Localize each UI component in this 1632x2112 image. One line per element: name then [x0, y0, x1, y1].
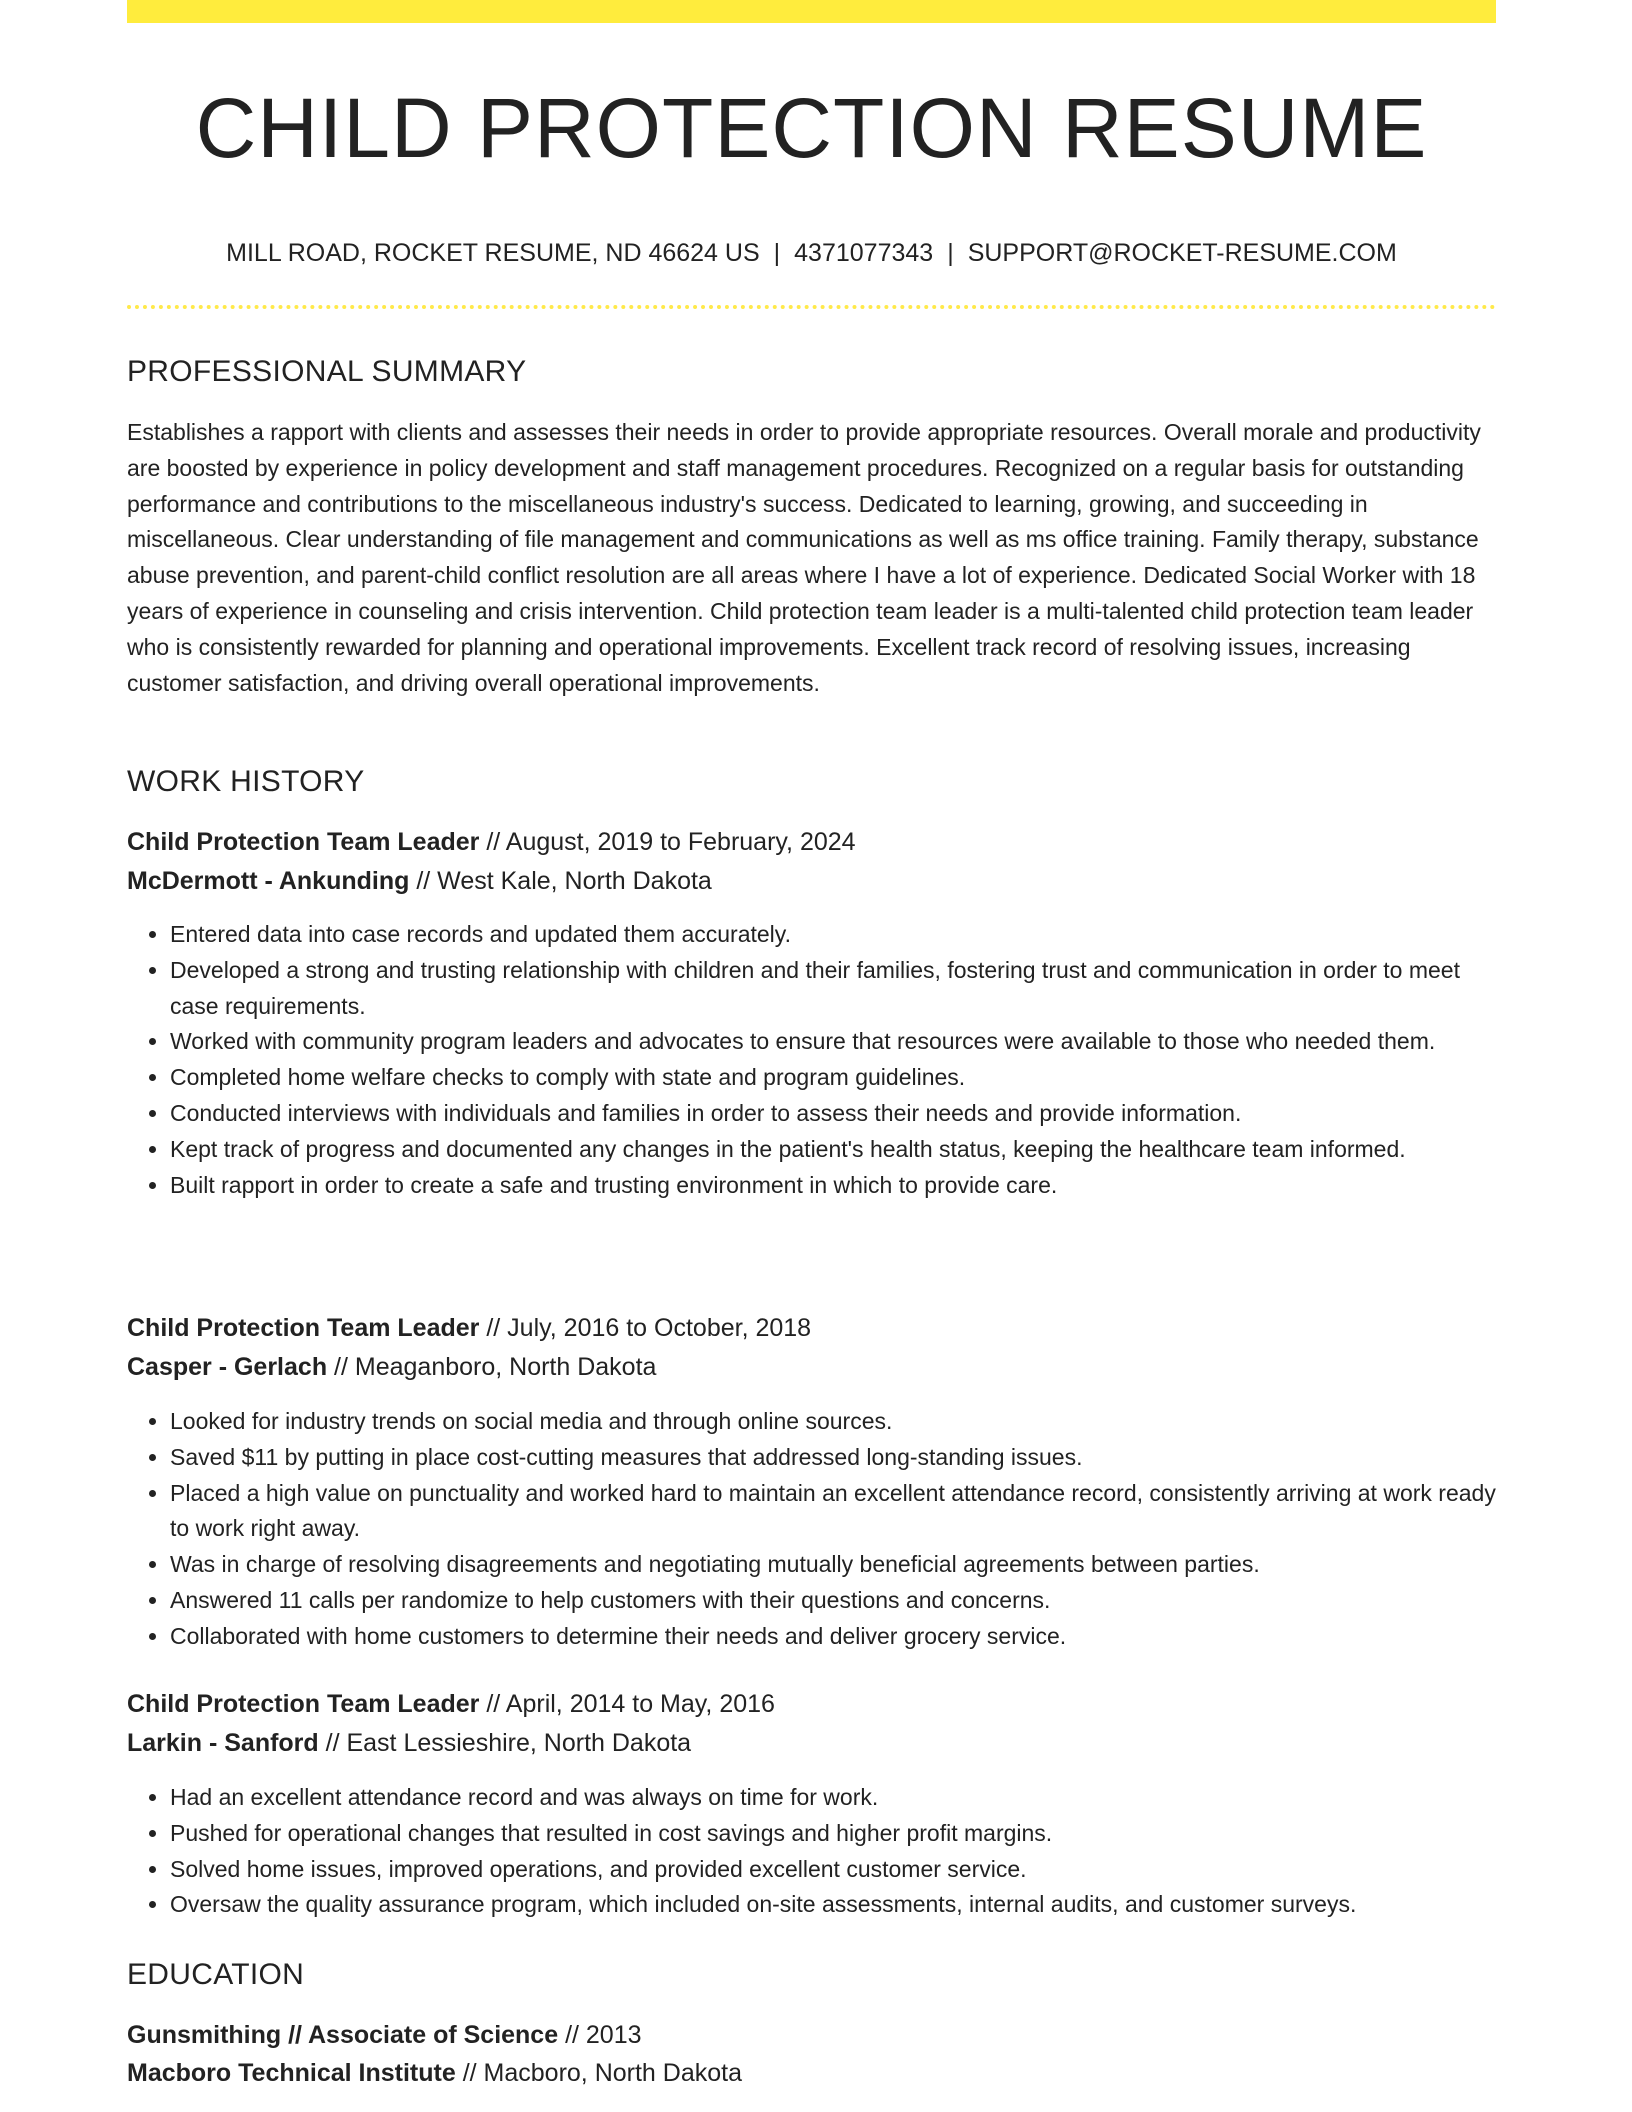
job-company: Larkin - Sanford	[127, 1729, 319, 1757]
job-bullet: • Pushed for operational changes that resulted in cost savings and higher profit margins.	[170, 1816, 1496, 1852]
job-company: Casper - Gerlach	[127, 1353, 328, 1381]
job-company: McDermott - Ankunding	[127, 867, 410, 895]
job-bullet: • Answered 11 calls per randomize to help customers with their questions and concerns.	[170, 1583, 1496, 1619]
job-bullet: • Was in charge of resolving disagreements and negotiating mutually beneficial agreements between parties.	[170, 1547, 1496, 1583]
job-location: // Meaganboro, North Dakota	[327, 1353, 657, 1381]
accent-bar	[127, 0, 1496, 23]
contact-address: MILL ROAD, ROCKET RESUME, ND 46624 US	[226, 239, 760, 267]
header-divider	[127, 305, 1496, 309]
job-bullet: • Had an excellent attendance record and was always on time for work.	[170, 1780, 1496, 1816]
job-bullet: • Built rapport in order to create a safe and trusting environment in which to provide care.	[170, 1168, 1496, 1204]
summary-text: Establishes a rapport with clients and assesses their needs in order to provide appropriate resources. Overall morale and productivity are boosted by experience in policy development and staff management procedures. Recognized on a regular basis for outstanding performance and contributions to the miscellaneous industry's success. Dedicated to learning, growing, and succeeding in miscellaneous. Clear understanding of file management and communications as well as ms office training. Family therapy, substance abuse prevention, and parent-child conflict resolution are all areas where I have a lot of experience. Dedicated Social Worker with 18 years of experience in counseling and crisis intervention. Child protection team leader is a multi-talented child protection team leader who is consistently rewarded for planning and operational improvements. Excellent track record of resolving issues, increasing customer satisfaction, and driving overall operational improvements.	[127, 419, 1481, 696]
contact-separator: |	[947, 239, 954, 267]
job-bullet: • Collaborated with home customers to determine their needs and deliver grocery service.	[170, 1619, 1496, 1655]
education-degree: Gunsmithing // Associate of Science	[127, 2021, 559, 2049]
contact-line	[127, 236, 1496, 270]
job-title-line	[127, 824, 856, 860]
job-title-line	[127, 1686, 775, 1722]
job-location: // West Kale, North Dakota	[409, 867, 712, 895]
job-bullet: • Completed home welfare checks to comply with state and program guidelines.	[170, 1060, 1496, 1096]
resume-name: CHILD PROTECTION RESUME	[195, 81, 1428, 175]
education-school: Macboro Technical Institute	[127, 2059, 456, 2087]
job-dates: // July, 2016 to October, 2018	[479, 1314, 812, 1342]
job-bullet: • Conducted interviews with individuals and families in order to assess their needs and provide information.	[170, 1096, 1496, 1132]
job-dates: // April, 2014 to May, 2016	[479, 1690, 775, 1718]
job-bullet: • Looked for industry trends on social media and through online sources.	[170, 1404, 1496, 1440]
work-history-heading: WORK HISTORY	[127, 765, 365, 798]
job-bullets	[127, 917, 1496, 1203]
job-bullet: • Saved $11 by putting in place cost-cutting measures that addressed long-standing issues.	[170, 1440, 1496, 1476]
contact-email: SUPPORT@ROCKET-RESUME.COM	[967, 239, 1397, 267]
job-location: // East Lessieshire, North Dakota	[318, 1729, 692, 1757]
education-heading: EDUCATION	[127, 1958, 305, 1991]
job-dates: // August, 2019 to February, 2024	[479, 828, 856, 856]
job-company-line	[127, 1725, 691, 1761]
job-bullet: • Oversaw the quality assurance program, which included on-site assessments, internal audits, and customer surveys.	[170, 1887, 1496, 1923]
education-school-line	[127, 2055, 742, 2091]
education-year: // 2013	[558, 2021, 642, 2049]
contact-phone: 4371077343	[794, 239, 934, 267]
job-bullet: • Placed a high value on punctuality and worked hard to maintain an excellent attendance record, consistently arriving at work ready to work right away.	[170, 1476, 1496, 1548]
education-degree-line	[127, 2017, 642, 2053]
summary-heading: PROFESSIONAL SUMMARY	[127, 355, 527, 388]
job-company-line	[127, 1349, 656, 1385]
job-bullets	[127, 1404, 1496, 1655]
job-role: Child Protection Team Leader	[127, 1314, 480, 1342]
job-title-line	[127, 1310, 811, 1346]
job-bullet: • Worked with community program leaders and advocates to ensure that resources were available to those who needed them.	[170, 1024, 1496, 1060]
contact-separator: |	[773, 239, 781, 267]
job-bullets	[127, 1780, 1496, 1923]
job-role: Child Protection Team Leader	[127, 828, 480, 856]
job-bullet: • Developed a strong and trusting relationship with children and their families, fostering trust and communication in order to meet case requirements.	[170, 953, 1496, 1025]
education-location: // Macboro, North Dakota	[455, 2059, 742, 2087]
job-bullet: • Kept track of progress and documented any changes in the patient's health status, keeping the healthcare team informed.	[170, 1132, 1496, 1168]
job-bullet: • Solved home issues, improved operations, and provided excellent customer service.	[170, 1852, 1496, 1888]
job-role: Child Protection Team Leader	[127, 1690, 480, 1718]
job-company-line	[127, 863, 712, 899]
job-bullet: • Entered data into case records and updated them accurately.	[170, 917, 1496, 953]
